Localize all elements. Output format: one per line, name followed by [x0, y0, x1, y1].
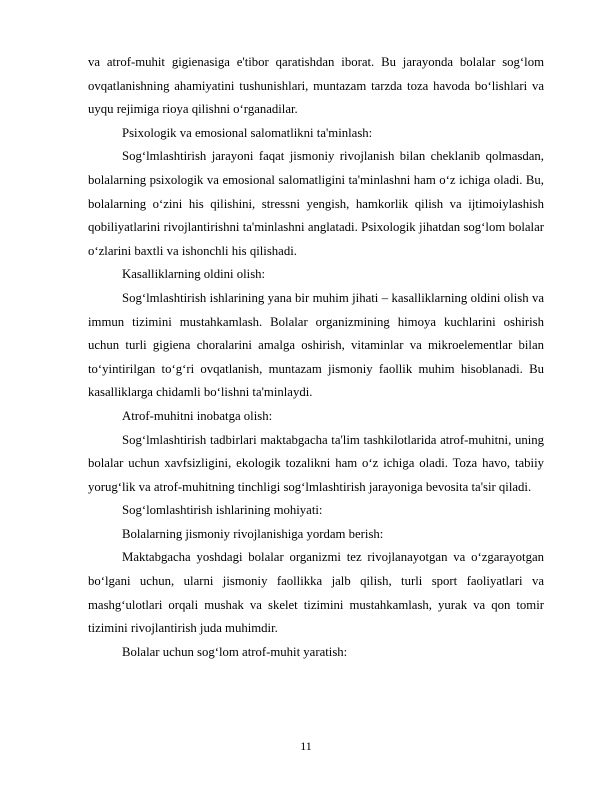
paragraph-physical-development: Maktabgacha yoshdagi bolalar organizmi tez rivojlanayotgan va o‘zgarayotgan bo‘lgani uchun, ularni jismoniy faollikka jalb qilish, turli sport faoliyatlari va mashg‘ulotlari orqali mushak va skelet tizimini mustahkamlash, yurak va qon tomir tizimini rivojlantirish juda muhimdir.: [88, 550, 544, 636]
paragraph-disease-prevention: Sog‘lmlashtirish ishlarining yana bir muhim jihati – kasalliklarning oldini olish va immun tizimini mustahkamlash. Bolalar organizmining himoya kuchlarini oshirish uchun turli gigiena choralarini amalga oshirish, vitaminlar va mikroelementlar bilan to‘yintirilgan to‘g‘ri ovqatlanish, muntazam jismoniy faollik muhim hisoblanadi. Bu kasalliklarga chidamli bo‘lishni ta'minlaydi.: [88, 290, 544, 400]
paragraph-continuation: va atrof-muhit gigienasiga e'tibor qaratishdan iborat. Bu jarayonda bolalar sog‘lom ovqatlanishning ahamiyatini tushunishlari, muntazam tarzda toza havoda bo‘lishlari va uyqu rejimiga rioya qilishni o‘rganadilar.: [88, 55, 544, 117]
paragraph-psychological-health: Sog‘lmlashtirish jarayoni faqat jismoniy rivojlanish bilan cheklanib qolmasdan, bolalarning psixologik va emosional salomatligini ta'minlashni ham o‘z ichiga oladi. Bu, bolalarning o‘zini his qilishini, stressni yengish, hamkorlik qilish va ijtimoiylashish qobiliyatlarini rivojlantirishni ta'minlashni anglatadi. Psixologik jihatdan sog‘lom bolalar o‘zlarini baxtli va ishonchli his qilishadi.: [88, 149, 544, 258]
heading-environment: Atrof-muhitni inobatga olish:: [122, 408, 273, 423]
heading-psychological-health: Psixologik va emosional salomatlikni ta'minlash:: [122, 125, 373, 140]
heading-disease-prevention: Kasalliklarning oldini olish:: [122, 267, 266, 282]
document-body: [88, 51, 544, 664]
heading-physical-development: Bolalarning jismoniy rivojlanishiga yordam berish:: [122, 526, 384, 541]
paragraph-environment: Sog‘lmlashtirish tadbirlari maktabgacha ta'lim tashkilotlarida atrof-muhitni, uning bolalar uchun xavfsizligini, ekologik tozalikni ham o‘z ichiga oladi. Toza havo, tabiiy yorug‘lik va atrof-muhitning tinchligi sog‘lmlashtirish jarayoniga bevosita ta'sir qiladi.: [88, 432, 544, 494]
heading-essence: Sog‘lomlashtirish ishlarining mohiyati:: [122, 503, 323, 518]
page-number: 11: [300, 739, 312, 753]
heading-healthy-environment: Bolalar uchun sog‘lom atrof-muhit yaratish:: [122, 644, 348, 659]
